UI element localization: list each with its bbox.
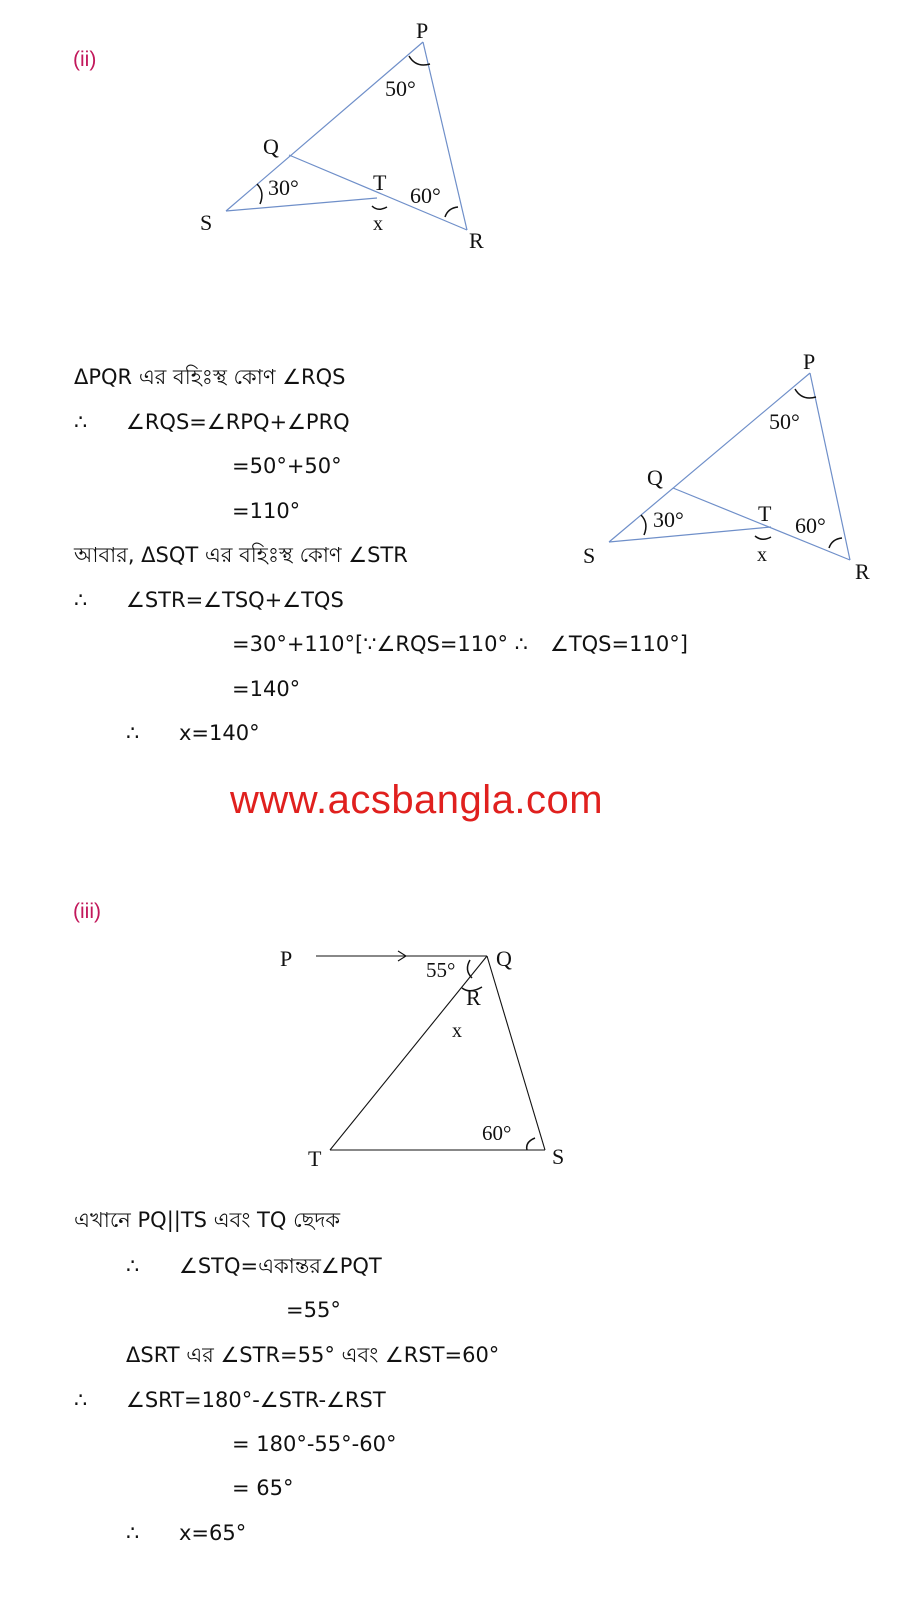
angle-r-label: 60° xyxy=(410,183,441,208)
solution-iii-line-7: = 65° xyxy=(232,1476,294,1500)
vertex-p: P xyxy=(416,18,429,43)
angle-q-label: 55° xyxy=(426,958,456,982)
therefore-symbol: ∴ xyxy=(126,1254,140,1278)
vertex-t: T xyxy=(308,1146,322,1171)
vertex-q: Q xyxy=(263,134,279,159)
solution-ii-line-7b: ∠TQS=110°] xyxy=(550,632,688,656)
angle-p-label: 50° xyxy=(385,76,416,101)
solution-iii-line-1: এখানে PQ||TS এবং TQ ছেদক xyxy=(74,1208,341,1232)
solution-ii-line-8: =140° xyxy=(232,677,301,701)
solution-ii-line-5: আবার, ΔSQT এর বহিঃস্থ কোণ ∠STR xyxy=(74,543,408,567)
angle-x-label: x xyxy=(757,544,767,566)
vertex-t: T xyxy=(373,170,387,195)
solution-iii-line-6: = 180°-55°-60° xyxy=(232,1432,397,1456)
vertex-r: R xyxy=(855,559,870,584)
triangle-figure-iii xyxy=(270,930,590,1180)
triangle-figure-ii-side xyxy=(575,347,895,587)
part-label-ii: (ii) xyxy=(73,48,97,71)
therefore-symbol: ∴ xyxy=(74,588,88,612)
solution-ii-line-4: =110° xyxy=(232,499,301,523)
solution-ii-line-3: =50°+50° xyxy=(232,454,342,478)
vertex-p: P xyxy=(803,349,816,374)
solution-ii-line-1: ΔPQR এর বহিঃস্থ কোণ ∠RQS xyxy=(74,365,346,389)
solution-ii-line-2: ∠RQS=∠RPQ+∠PRQ xyxy=(126,410,350,434)
vertex-s: S xyxy=(552,1144,565,1169)
solution-ii-answer: x=140° xyxy=(179,721,260,745)
angle-x-label: x xyxy=(373,213,383,235)
solution-iii-answer: x=65° xyxy=(179,1521,247,1545)
vertex-q: Q xyxy=(647,465,663,490)
solution-iii-line-3: =55° xyxy=(286,1298,341,1322)
part-label-iii: (iii) xyxy=(73,900,101,923)
angle-x-label: x xyxy=(452,1020,462,1042)
watermark-link: www.acsbangla.com xyxy=(230,778,604,822)
angle-s-label: 30° xyxy=(268,175,299,200)
solution-ii-line-6: ∠STR=∠TSQ+∠TQS xyxy=(126,588,344,612)
therefore-symbol: ∴ xyxy=(126,721,140,745)
angle-s-label: 60° xyxy=(482,1121,512,1145)
angle-p-label: 50° xyxy=(769,409,800,434)
solution-iii-line-5: ∠SRT=180°-∠STR-∠RST xyxy=(126,1388,386,1412)
triangle-figure-ii-top xyxy=(190,20,510,260)
angle-s-label: 30° xyxy=(653,507,684,532)
vertex-s: S xyxy=(200,210,213,235)
solution-ii-line-7a: =30°+110°[∵∠RQS=110° ∴ xyxy=(232,632,529,656)
solution-iii-line-4: ΔSRT এর ∠STR=55° এবং ∠RST=60° xyxy=(126,1343,500,1367)
therefore-symbol: ∴ xyxy=(74,1388,88,1412)
vertex-q: Q xyxy=(496,946,512,971)
vertex-p: P xyxy=(280,946,293,971)
solution-iii-line-2: ∠STQ=একান্তর∠PQT xyxy=(179,1254,382,1278)
vertex-t: T xyxy=(758,501,772,526)
therefore-symbol: ∴ xyxy=(126,1521,140,1545)
therefore-symbol: ∴ xyxy=(74,410,88,434)
vertex-s: S xyxy=(583,543,596,568)
vertex-r: R xyxy=(466,985,481,1010)
vertex-r: R xyxy=(469,228,484,253)
angle-r-label: 60° xyxy=(795,513,826,538)
